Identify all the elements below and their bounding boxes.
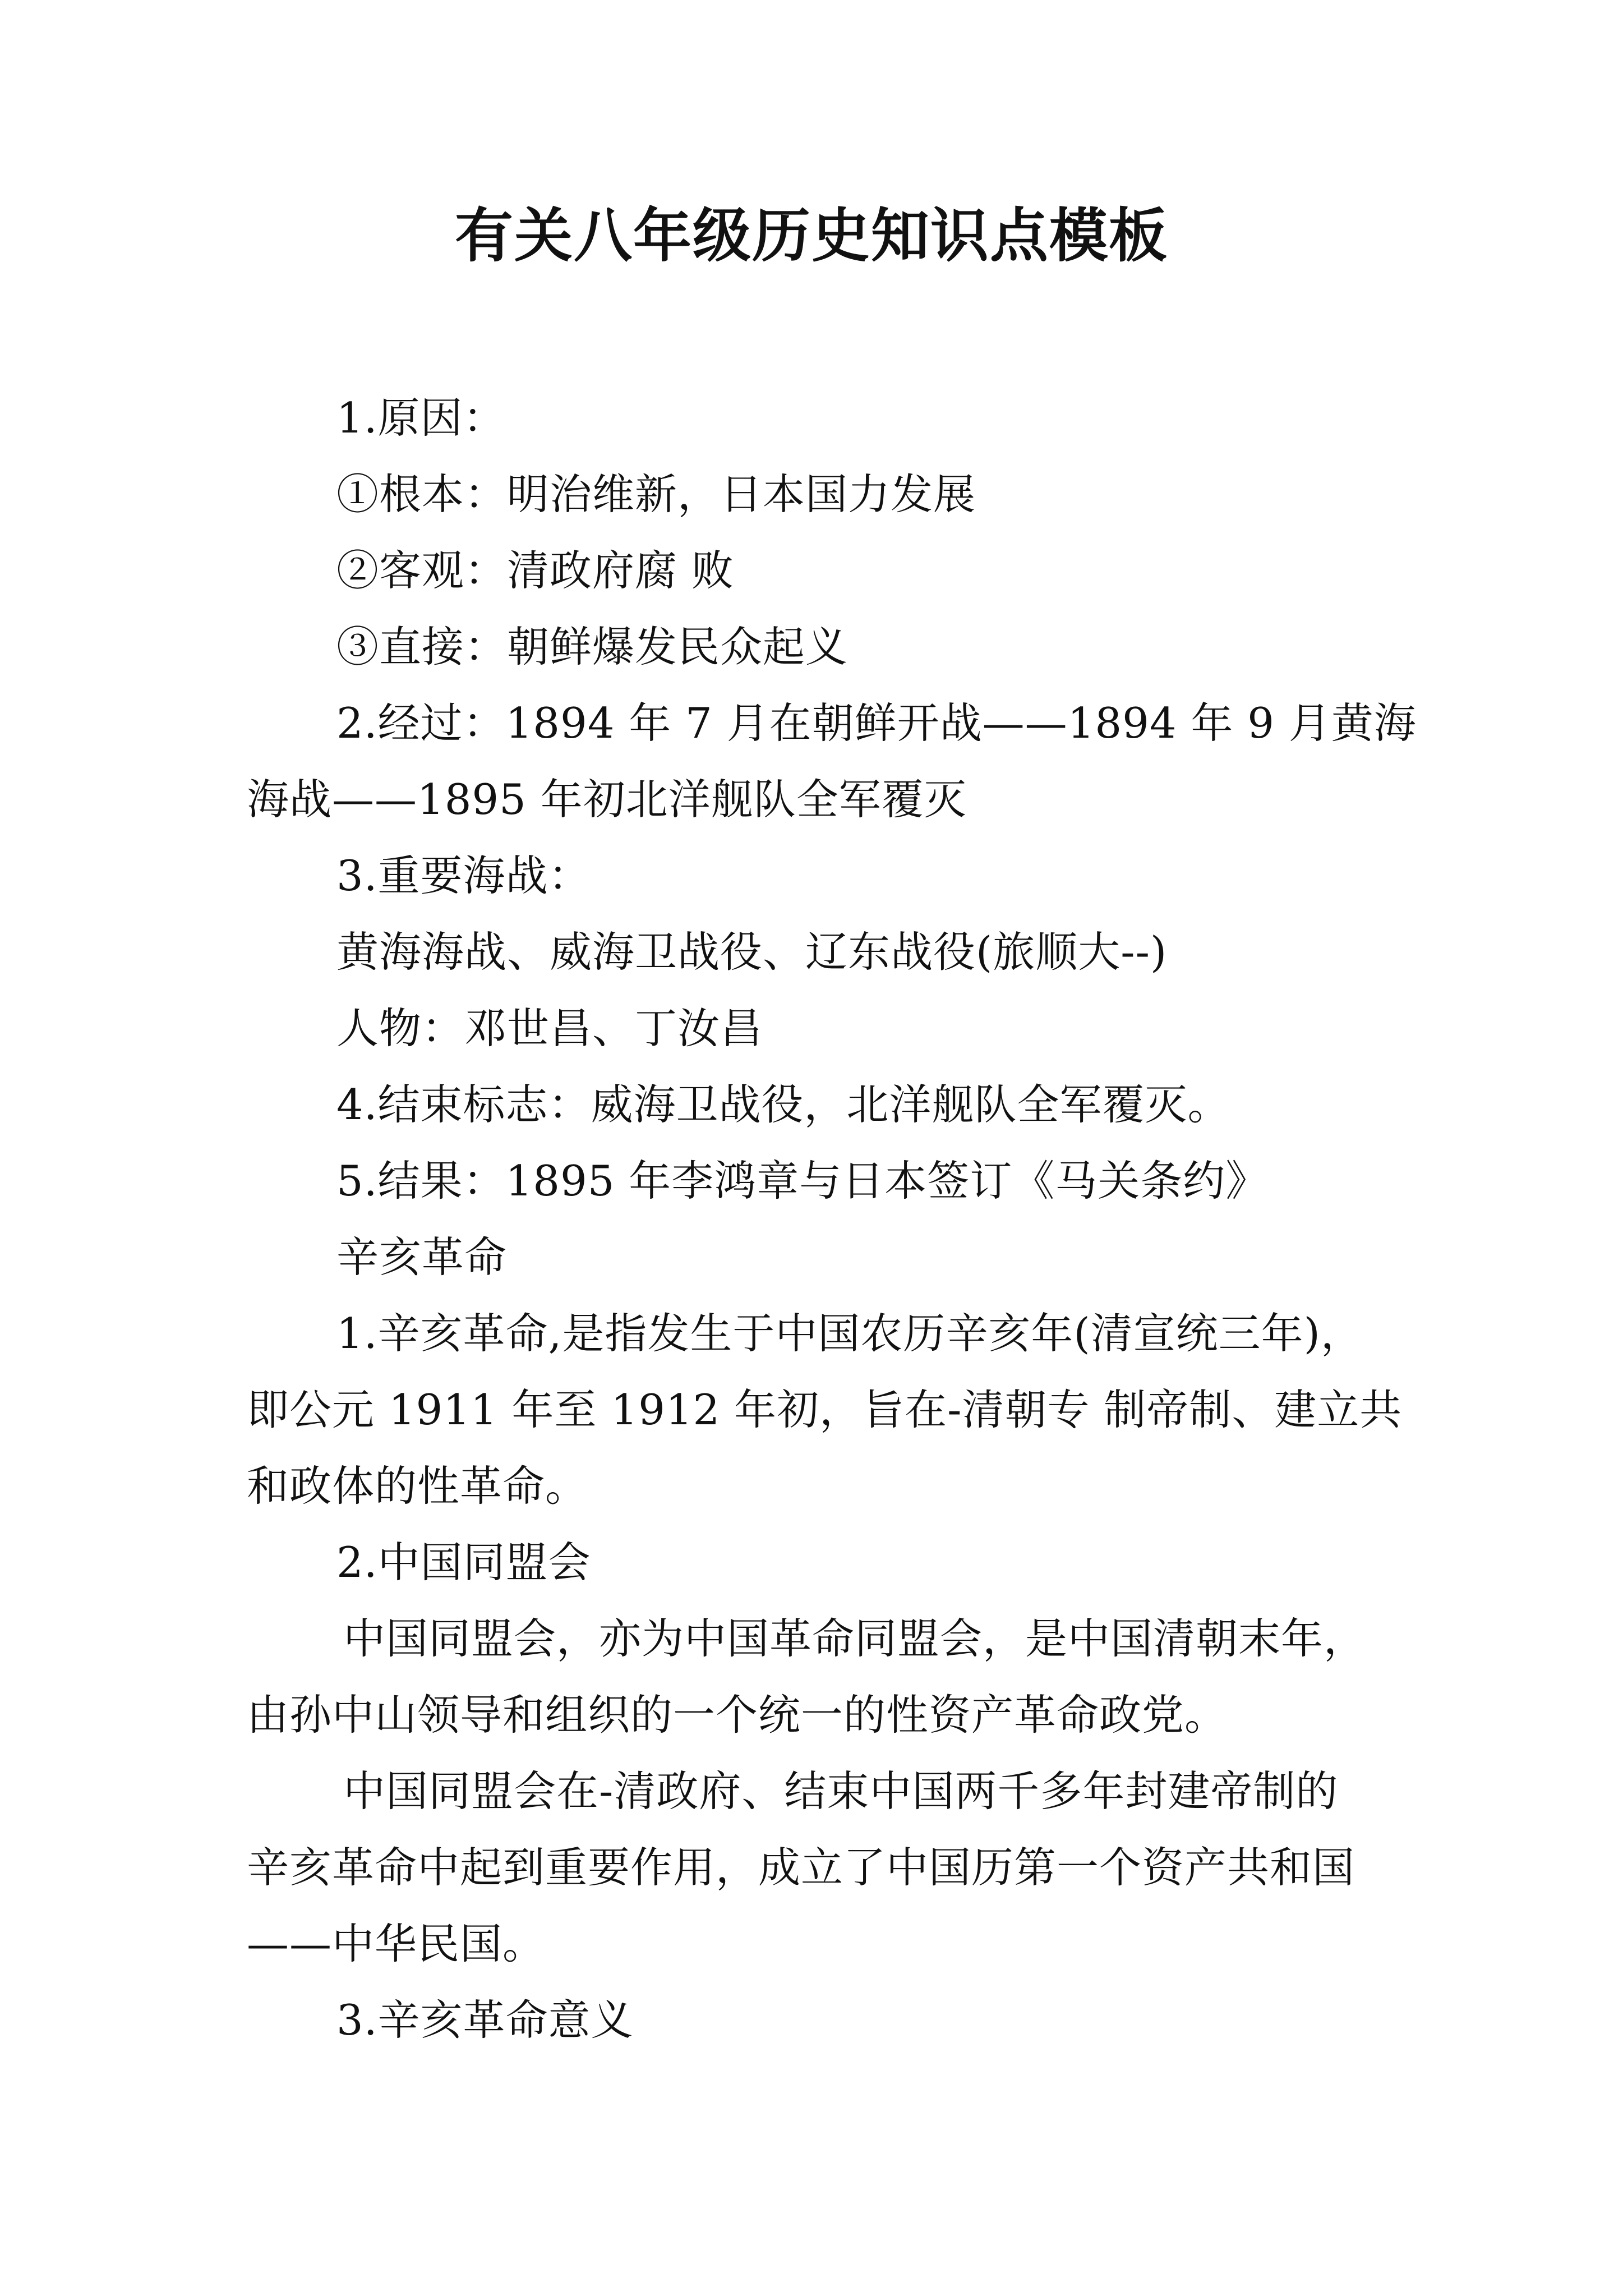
- text-line: ①根本：明治维新，日本国力发展: [336, 470, 976, 519]
- text-line: 和政体的性革命。: [247, 1461, 588, 1511]
- section-heading: 辛亥革命: [336, 1232, 508, 1282]
- text-line: 即公元 1911 年至 1912 年初，旨在-清朝专 制帝制、建立共: [247, 1385, 1403, 1434]
- text-line: 4.结束标志：威海卫战役，北洋舰队全军覆灭。: [336, 1080, 1230, 1129]
- text-line: 海战——1895 年初北洋舰队全军覆灭: [247, 775, 967, 824]
- text-line: 5.结果：1895 年李鸿章与日本签订《马关条约》: [336, 1156, 1269, 1205]
- text-line: 辛亥革命中起到重要作用，成立了中国历第一个资产共和国: [247, 1843, 1355, 1892]
- text-line: ③直接：朝鲜爆发民众起义: [336, 622, 849, 671]
- text-line: 中国同盟会在-清政府、结束中国两千多年封建帝制的: [343, 1766, 1339, 1816]
- text-line: ——中华民国。: [247, 1919, 546, 1968]
- text-line: 2.经过：1894 年 7 月在朝鲜开战——1894 年 9 月黄海: [336, 698, 1417, 748]
- text-line: 中国同盟会，亦为中国革命同盟会，是中国清朝末年，: [343, 1614, 1367, 1663]
- document-title: 有关八年级历史知识点模板: [454, 201, 1168, 270]
- text-line: 由孙中山领导和组织的一个统一的性资产革命政党。: [247, 1690, 1228, 1740]
- text-line: 人物：邓世昌、丁汝昌: [336, 1004, 763, 1053]
- text-line: 1.辛亥革命,是指发生于中国农历辛亥年(清宣统三年)，: [336, 1309, 1363, 1358]
- text-line: 1.原因：: [336, 393, 506, 443]
- text-line: 3.辛亥革命意义: [336, 1995, 634, 2045]
- text-line: 3.重要海战：: [336, 851, 591, 900]
- text-line: 黄海海战、威海卫战役、辽东战役(旅顺大--): [336, 927, 1168, 977]
- text-line: ②客观：清政府腐 败: [336, 546, 734, 595]
- text-line: 2.中国同盟会: [336, 1538, 591, 1587]
